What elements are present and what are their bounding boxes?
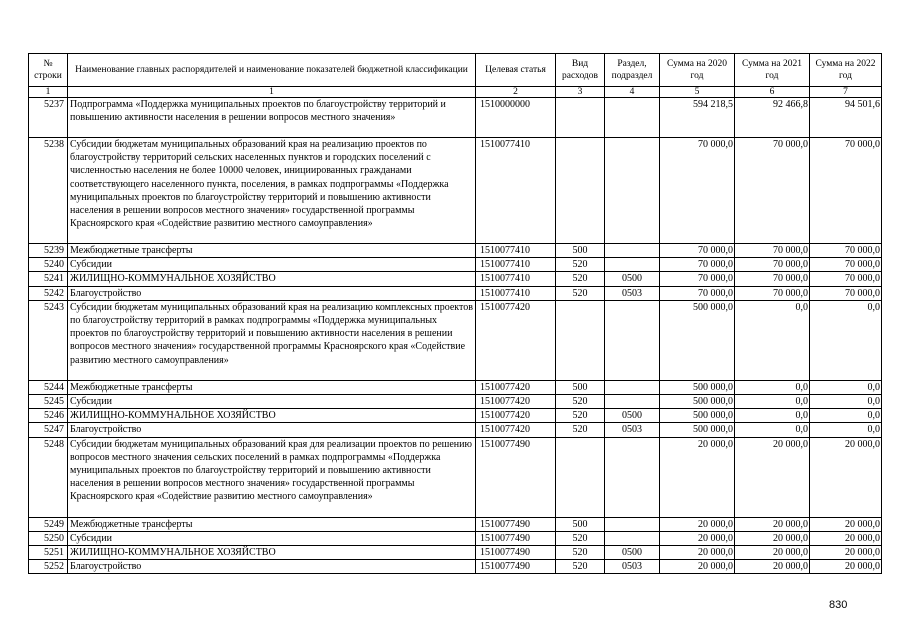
col-number: 3 — [556, 87, 605, 98]
row-number-cell: 5245 — [29, 395, 68, 409]
expense-type-cell: 520 — [556, 560, 605, 574]
sum-2020-cell: 70 000,0 — [660, 272, 735, 286]
section-cell: 0503 — [605, 560, 660, 574]
sum-2021-cell: 70 000,0 — [735, 272, 810, 286]
row-number-cell: 5241 — [29, 272, 68, 286]
table-row — [29, 560, 882, 574]
sum-2020-cell: 500 000,0 — [660, 423, 735, 437]
col-number: 1 — [68, 87, 476, 98]
row-number-cell: 5239 — [29, 244, 68, 258]
expense-type-cell: 520 — [556, 423, 605, 437]
section-cell — [605, 437, 660, 517]
row-number-cell: 5252 — [29, 560, 68, 574]
header-sum-2021: Сумма на 2021 год — [735, 54, 810, 87]
col-number: 2 — [476, 87, 556, 98]
target-code-cell: 1510077420 — [476, 409, 556, 423]
table-row — [29, 272, 882, 286]
sum-2020-cell: 500 000,0 — [660, 300, 735, 380]
row-name-cell: Благоустройство — [68, 286, 476, 300]
row-number-cell: 5243 — [29, 300, 68, 380]
target-code-cell: 1510077410 — [476, 244, 556, 258]
target-code-cell: 1510077410 — [476, 286, 556, 300]
row-number-cell: 5242 — [29, 286, 68, 300]
sum-2021-cell: 0,0 — [735, 380, 810, 394]
target-code-cell: 1510077490 — [476, 517, 556, 531]
sum-2020-cell: 20 000,0 — [660, 560, 735, 574]
col-number: 4 — [605, 87, 660, 98]
row-name-cell: ЖИЛИЩНО-КОММУНАЛЬНОЕ ХОЗЯЙСТВО — [68, 546, 476, 560]
expense-type-cell: 500 — [556, 244, 605, 258]
header-vid: Вид расходов — [556, 54, 605, 87]
sum-2022-cell: 20 000,0 — [810, 437, 882, 517]
row-number-cell: 5247 — [29, 423, 68, 437]
row-name-cell: Межбюджетные трансферты — [68, 517, 476, 531]
col-number: 6 — [735, 87, 810, 98]
sum-2022-cell: 20 000,0 — [810, 517, 882, 531]
sum-2021-cell: 20 000,0 — [735, 560, 810, 574]
section-cell: 0500 — [605, 546, 660, 560]
header-sum-2022: Сумма на 2022 год — [810, 54, 882, 87]
row-number-cell: 5248 — [29, 437, 68, 517]
table-row — [29, 531, 882, 545]
expense-type-cell: 520 — [556, 531, 605, 545]
expense-type-cell — [556, 300, 605, 380]
section-cell — [605, 98, 660, 138]
section-cell — [605, 138, 660, 244]
section-cell: 0503 — [605, 423, 660, 437]
sum-2021-cell: 92 466,8 — [735, 98, 810, 138]
section-cell — [605, 244, 660, 258]
sum-2022-cell: 70 000,0 — [810, 286, 882, 300]
row-number-cell: 5249 — [29, 517, 68, 531]
sum-2022-cell: 20 000,0 — [810, 546, 882, 560]
section-cell — [605, 395, 660, 409]
section-cell: 0503 — [605, 286, 660, 300]
sum-2022-cell: 70 000,0 — [810, 244, 882, 258]
page-number: 830 — [829, 599, 848, 611]
sum-2022-cell: 70 000,0 — [810, 138, 882, 244]
table-row — [29, 409, 882, 423]
expense-type-cell: 520 — [556, 258, 605, 272]
target-code-cell: 1510077490 — [476, 560, 556, 574]
expense-type-cell: 520 — [556, 286, 605, 300]
sum-2022-cell: 0,0 — [810, 395, 882, 409]
sum-2021-cell: 20 000,0 — [735, 531, 810, 545]
row-name-cell: Межбюджетные трансферты — [68, 380, 476, 394]
sum-2021-cell: 0,0 — [735, 423, 810, 437]
expense-type-cell: 500 — [556, 380, 605, 394]
table-row — [29, 300, 882, 380]
target-code-cell: 1510077420 — [476, 423, 556, 437]
row-name-cell: ЖИЛИЩНО-КОММУНАЛЬНОЕ ХОЗЯЙСТВО — [68, 409, 476, 423]
row-number-cell: 5237 — [29, 98, 68, 138]
sum-2021-cell: 0,0 — [735, 409, 810, 423]
expense-type-cell: 520 — [556, 546, 605, 560]
table-header-row — [29, 54, 882, 87]
sum-2020-cell: 20 000,0 — [660, 517, 735, 531]
sum-2022-cell: 0,0 — [810, 423, 882, 437]
row-name-cell: Субсидии бюджетам муниципальных образований края для реализации проектов по решению вопросов местного значения сельских поселений в рамках подпрограммы «Поддержка муниципальных проектов по благоустройству территорий и повышению активности населения в решении вопросов местного значения» государственной программы Красноярского края «Содействие развитию местного самоуправления» — [68, 437, 476, 517]
row-name-cell: Субсидии бюджетам муниципальных образований края на реализацию комплексных проектов по благоустройству территорий в рамках подпрограммы «Поддержка муниципальных проектов по благоустройству территорий и повышению активности населения в решении вопросов местного значения» государственной программы Красноярского края «Содействие развитию местного самоуправления» — [68, 300, 476, 380]
sum-2021-cell: 0,0 — [735, 300, 810, 380]
row-name-cell: Субсидии — [68, 531, 476, 545]
sum-2022-cell: 20 000,0 — [810, 560, 882, 574]
table-row — [29, 395, 882, 409]
header-sum-2020: Сумма на 2020 год — [660, 54, 735, 87]
target-code-cell: 1510077490 — [476, 531, 556, 545]
expense-type-cell: 520 — [556, 409, 605, 423]
table-row — [29, 423, 882, 437]
target-code-cell: 1510077410 — [476, 272, 556, 286]
expense-type-cell: 520 — [556, 395, 605, 409]
table-row — [29, 258, 882, 272]
sum-2022-cell: 70 000,0 — [810, 272, 882, 286]
col-number: 7 — [810, 87, 882, 98]
row-number-cell: 5250 — [29, 531, 68, 545]
row-number-cell: 5238 — [29, 138, 68, 244]
sum-2022-cell: 0,0 — [810, 300, 882, 380]
row-name-cell: Субсидии — [68, 258, 476, 272]
sum-2020-cell: 20 000,0 — [660, 437, 735, 517]
budget-table — [28, 53, 882, 574]
sum-2021-cell: 20 000,0 — [735, 517, 810, 531]
header-row-no: № строки — [29, 54, 68, 87]
sum-2022-cell: 20 000,0 — [810, 531, 882, 545]
table-row — [29, 98, 882, 138]
sum-2020-cell: 500 000,0 — [660, 395, 735, 409]
header-name: Наименование главных распорядителей и наименование показателей бюджетной классификации — [68, 54, 476, 87]
table-row — [29, 517, 882, 531]
sum-2022-cell: 0,0 — [810, 409, 882, 423]
target-code-cell: 1510077420 — [476, 380, 556, 394]
row-name-cell: Благоустройство — [68, 560, 476, 574]
table-row — [29, 244, 882, 258]
sum-2020-cell: 20 000,0 — [660, 546, 735, 560]
col-number: 1 — [29, 87, 68, 98]
sum-2021-cell: 70 000,0 — [735, 258, 810, 272]
section-cell — [605, 300, 660, 380]
table-row — [29, 286, 882, 300]
row-name-cell: ЖИЛИЩНО-КОММУНАЛЬНОЕ ХОЗЯЙСТВО — [68, 272, 476, 286]
sum-2020-cell: 70 000,0 — [660, 138, 735, 244]
row-name-cell: Подпрограмма «Поддержка муниципальных проектов по благоустройству территорий и повышению активности населения в решении вопросов местного значения» — [68, 98, 476, 138]
sum-2021-cell: 0,0 — [735, 395, 810, 409]
target-code-cell: 1510077490 — [476, 546, 556, 560]
section-cell — [605, 531, 660, 545]
sum-2020-cell: 20 000,0 — [660, 531, 735, 545]
expense-type-cell — [556, 98, 605, 138]
row-number-cell: 5246 — [29, 409, 68, 423]
col-number: 5 — [660, 87, 735, 98]
target-code-cell: 1510000000 — [476, 98, 556, 138]
sum-2021-cell: 70 000,0 — [735, 244, 810, 258]
row-name-cell: Благоустройство — [68, 423, 476, 437]
sum-2021-cell: 20 000,0 — [735, 546, 810, 560]
sum-2020-cell: 594 218,5 — [660, 98, 735, 138]
expense-type-cell — [556, 437, 605, 517]
expense-type-cell — [556, 138, 605, 244]
section-cell — [605, 517, 660, 531]
target-code-cell: 1510077410 — [476, 258, 556, 272]
sum-2021-cell: 70 000,0 — [735, 138, 810, 244]
table-row — [29, 138, 882, 244]
sum-2021-cell: 20 000,0 — [735, 437, 810, 517]
expense-type-cell: 520 — [556, 272, 605, 286]
column-number-row — [29, 87, 882, 98]
section-cell — [605, 258, 660, 272]
section-cell — [605, 380, 660, 394]
sum-2022-cell: 94 501,6 — [810, 98, 882, 138]
table-row — [29, 437, 882, 517]
target-code-cell: 1510077410 — [476, 138, 556, 244]
sum-2022-cell: 70 000,0 — [810, 258, 882, 272]
sum-2020-cell: 70 000,0 — [660, 258, 735, 272]
target-code-cell: 1510077420 — [476, 300, 556, 380]
row-name-cell: Субсидии — [68, 395, 476, 409]
row-number-cell: 5240 — [29, 258, 68, 272]
table-body — [29, 98, 882, 574]
header-razdel: Раздел, подраздел — [605, 54, 660, 87]
sum-2020-cell: 500 000,0 — [660, 409, 735, 423]
expense-type-cell: 500 — [556, 517, 605, 531]
sum-2020-cell: 70 000,0 — [660, 286, 735, 300]
sum-2020-cell: 500 000,0 — [660, 380, 735, 394]
section-cell: 0500 — [605, 272, 660, 286]
section-cell: 0500 — [605, 409, 660, 423]
row-number-cell: 5251 — [29, 546, 68, 560]
table-row — [29, 546, 882, 560]
header-target: Целевая статья — [476, 54, 556, 87]
table-row — [29, 380, 882, 394]
target-code-cell: 1510077490 — [476, 437, 556, 517]
sum-2020-cell: 70 000,0 — [660, 244, 735, 258]
target-code-cell: 1510077420 — [476, 395, 556, 409]
row-name-cell: Субсидии бюджетам муниципальных образований края на реализацию проектов по благоустройству территорий сельских населенных пунктов и городских поселений с численностью населения не более 10000 человек, инициированных гражданами соответствующего населенного пункта, поселения, в рамках подпрограммы «Поддержка муниципальных проектов по благоустройству территорий и повышению активности населения в решении вопросов местного значения» государственной программы Красноярского края «Содействие развитию местного самоуправления» — [68, 138, 476, 244]
sum-2021-cell: 70 000,0 — [735, 286, 810, 300]
row-number-cell: 5244 — [29, 380, 68, 394]
sum-2022-cell: 0,0 — [810, 380, 882, 394]
row-name-cell: Межбюджетные трансферты — [68, 244, 476, 258]
